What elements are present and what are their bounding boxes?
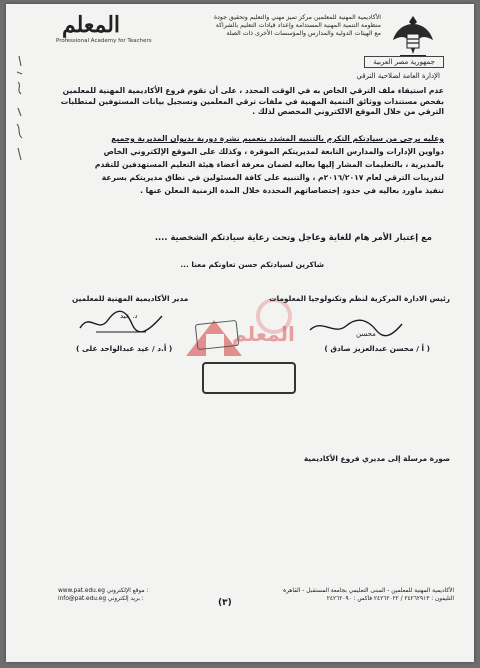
closing-importance: مع إعتبار الأمر هام للغاية وعاجل وتحت رعاية سيادتكم الشخصية .... (154, 232, 432, 242)
right-signatory-name: ( أ / محسن عبدالعزيز صادق ) (324, 344, 430, 353)
margin-handwritten-marks (12, 52, 26, 172)
paragraph-line: الترقي من خلال الموقع الالكتروني المخصص لذلك . (252, 107, 444, 116)
footer-website-row (58, 588, 178, 596)
closing-thanks: شاكرين لسيادتكم حسن تعاونكم معنا ... (180, 260, 324, 269)
paragraph-line: دواوين الإدارات والمدارس التابعة لمديريتكم الموقرة ، وكذلك على الموقع الإلكتروني الخاص (103, 147, 444, 156)
right-signatory-title: رئيس الادارة المركزية لنظم وتكنولوجيا المعلومات (269, 294, 450, 303)
academy-logo (56, 12, 152, 52)
academy-line: الأكاديمية المهنية للمعلمين مركز تميز مهني والتعليم وتحقيق جودة (213, 14, 381, 21)
email-label: بريد إلكتروني : (107, 595, 144, 602)
right-signature-scribble: محسن (356, 330, 376, 338)
watermark-text: المعلم (232, 322, 295, 346)
footer-address-line: التليفون : ٢٤٢٦٢٩١٣ / ٢٤٢٦٢٠٢٢ فاكس : ٢٤٢٦٢٠٩٠ (326, 595, 454, 602)
website-label: موقع الإلكتروني : (106, 588, 149, 594)
eagle-emblem-icon (390, 10, 436, 62)
paragraph-line: بالمديرية ، بالتعليمات المشار إليها بعاليه لضمان معرفة أعضاء هيئة التعليم المستهدفين للتقدم (94, 160, 444, 169)
paragraph-line: وعليه يرجى من سيادتكم التكرم بالتنبيه المشدد بتعميم نشرة دورية بديوان المديرية وجميع (111, 134, 444, 143)
official-stamp-box (202, 362, 296, 394)
footer-address (224, 588, 454, 603)
academy-line: منظومة التنمية المهنية المستدامة وإعداد قيادات التعليم بالشراكة (215, 22, 381, 29)
left-handwritten-signature (76, 306, 166, 336)
department-label: الإدارة العامة لصلاحية الترقي (356, 72, 440, 80)
copy-recipients-note: صورة مرسلة إلى مديري فروع الأكاديمية (303, 454, 450, 463)
academy-line: مع الهيئات الدولية والمدارس والمؤسسات الأخرى ذات الصلة (226, 30, 381, 37)
footer-address-line: الأكاديمية المهنية للمعلمين - المبنى التعليمي بجامعة المستقبل - القاهرة (283, 588, 454, 594)
academy-logo-mark: المعلم (61, 12, 121, 38)
academy-header-text (141, 14, 381, 38)
page-number: (٣) (218, 598, 232, 608)
paragraph-line: تنفيذ ماورد بعاليه في حدود إختصاصاتهم المحددة خلال المدة الزمنية المعلن عنها . (140, 186, 444, 195)
right-handwritten-signature (306, 316, 406, 340)
academy-logo-caption: Professional Academy for Teachers (56, 38, 152, 44)
left-signature-scribble: د. عيد (120, 312, 138, 320)
document-page (6, 4, 474, 662)
footer-contact (58, 588, 178, 603)
email-value[interactable]: info@pat.edu.eg (58, 595, 107, 602)
website-value[interactable]: www.pat.edu.eg (58, 588, 105, 594)
footer-email-row (58, 596, 178, 604)
paragraph-1 (34, 86, 444, 118)
paragraph-2 (34, 132, 444, 197)
left-signatory-title: مدير الأكاديمية المهنية للمعلمين (72, 294, 189, 303)
paragraph-line: بفحص مستندات ووثائق التنمية المهنية في ملفات ترقي المعلمين وتسجيل بيانات المستوفين لمتطلبات (60, 96, 444, 106)
paragraph-line: لتدريبات الترقي لعام ٢٠١٦/٢٠١٧م ، والتنبيه على كافة المسئولين في نطاق مديريتكم بسرعة (101, 173, 444, 182)
left-signatory-name: ( أ.د / عيد عبدالواحد على ) (76, 344, 173, 353)
country-label: جمهورية مصر العربية (364, 56, 444, 68)
paragraph-line: عدم استيفاء ملف الترقي الخاص به في الوقت المحدد ، على أن تقوم فروع الأكاديمية المهنية للمعلمين (62, 86, 444, 95)
stamp-area (195, 320, 239, 350)
